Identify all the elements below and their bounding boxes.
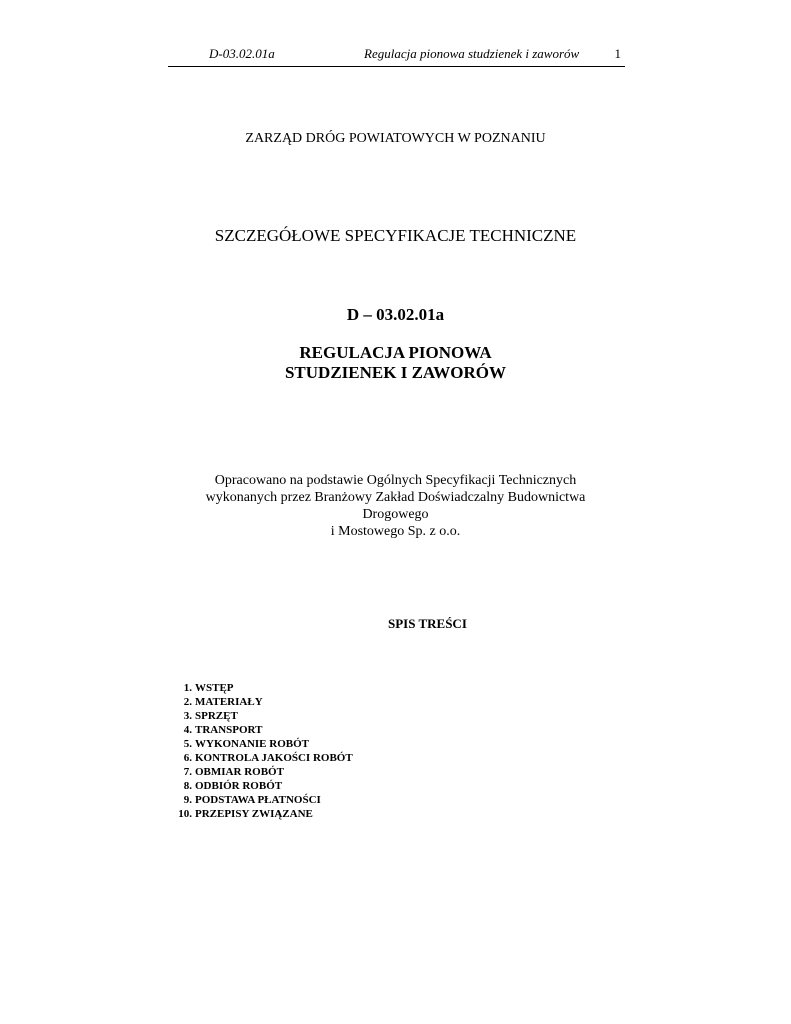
page-header <box>168 42 625 67</box>
toc-item <box>174 695 353 709</box>
toc-item-label: OBMIAR ROBÓT <box>195 766 284 778</box>
basis-line: i Mostowego Sp. z o.o. <box>330 524 461 539</box>
toc-item <box>174 807 353 821</box>
toc-item-label: ODBIÓR ROBÓT <box>195 780 283 792</box>
table-of-contents <box>174 681 353 821</box>
spec-code: D – 03.02.01a <box>346 305 445 324</box>
header-spec-code: D-03.02.01a <box>209 46 275 61</box>
spec-title-line-2: STUDZIENEK I ZAWORÓW <box>284 363 507 382</box>
toc-item <box>174 723 353 737</box>
toc-item-label: WSTĘP <box>195 682 234 694</box>
basis-line: Drogowego <box>362 507 429 522</box>
toc-item-number: 4. <box>183 724 192 736</box>
document-type: SZCZEGÓŁOWE SPECYFIKACJE TECHNICZNE <box>214 226 577 245</box>
toc-item-number: 9. <box>183 794 192 806</box>
toc-item-label: SPRZĘT <box>195 710 238 722</box>
toc-item-label: PRZEPISY ZWIĄZANE <box>195 808 313 820</box>
toc-item-label: PODSTAWA PŁATNOŚCI <box>195 794 321 806</box>
toc-item <box>174 737 353 751</box>
toc-item <box>174 709 353 723</box>
toc-item <box>174 681 353 695</box>
toc-item <box>174 765 353 779</box>
organization-name: ZARZĄD DRÓG POWIATOWYCH W POZNANIU <box>245 131 546 146</box>
toc-item-label: WYKONANIE ROBÓT <box>195 738 309 750</box>
toc-item-label: MATERIAŁY <box>195 696 263 708</box>
toc-item-number: 6. <box>183 752 192 764</box>
toc-item <box>174 779 353 793</box>
toc-item-number: 5. <box>183 738 192 750</box>
toc-item-number: 10. <box>178 808 192 820</box>
spec-title-line-1: REGULACJA PIONOWA <box>299 343 492 362</box>
toc-item <box>174 793 353 807</box>
basis-line: wykonanych przez Branżowy Zakład Doświadczalny Budownictwa <box>205 490 586 505</box>
toc-item-number: 2. <box>183 696 192 708</box>
toc-title: SPIS TREŚCI <box>388 616 467 631</box>
header-page-number: 1 <box>614 46 621 61</box>
toc-item-label: KONTROLA JAKOŚCI ROBÓT <box>195 752 353 764</box>
toc-item-label: TRANSPORT <box>195 724 263 736</box>
toc-item-number: 8. <box>183 780 192 792</box>
toc-item-number: 1. <box>183 682 192 694</box>
basis-note <box>0 472 791 540</box>
header-spec-title: Regulacja pionowa studzienek i zaworów <box>364 46 580 61</box>
basis-line: Opracowano na podstawie Ogólnych Specyfikacji Technicznych <box>214 473 577 488</box>
toc-item-number: 3. <box>183 710 192 722</box>
toc-item-number: 7. <box>183 766 192 778</box>
toc-item <box>174 751 353 765</box>
